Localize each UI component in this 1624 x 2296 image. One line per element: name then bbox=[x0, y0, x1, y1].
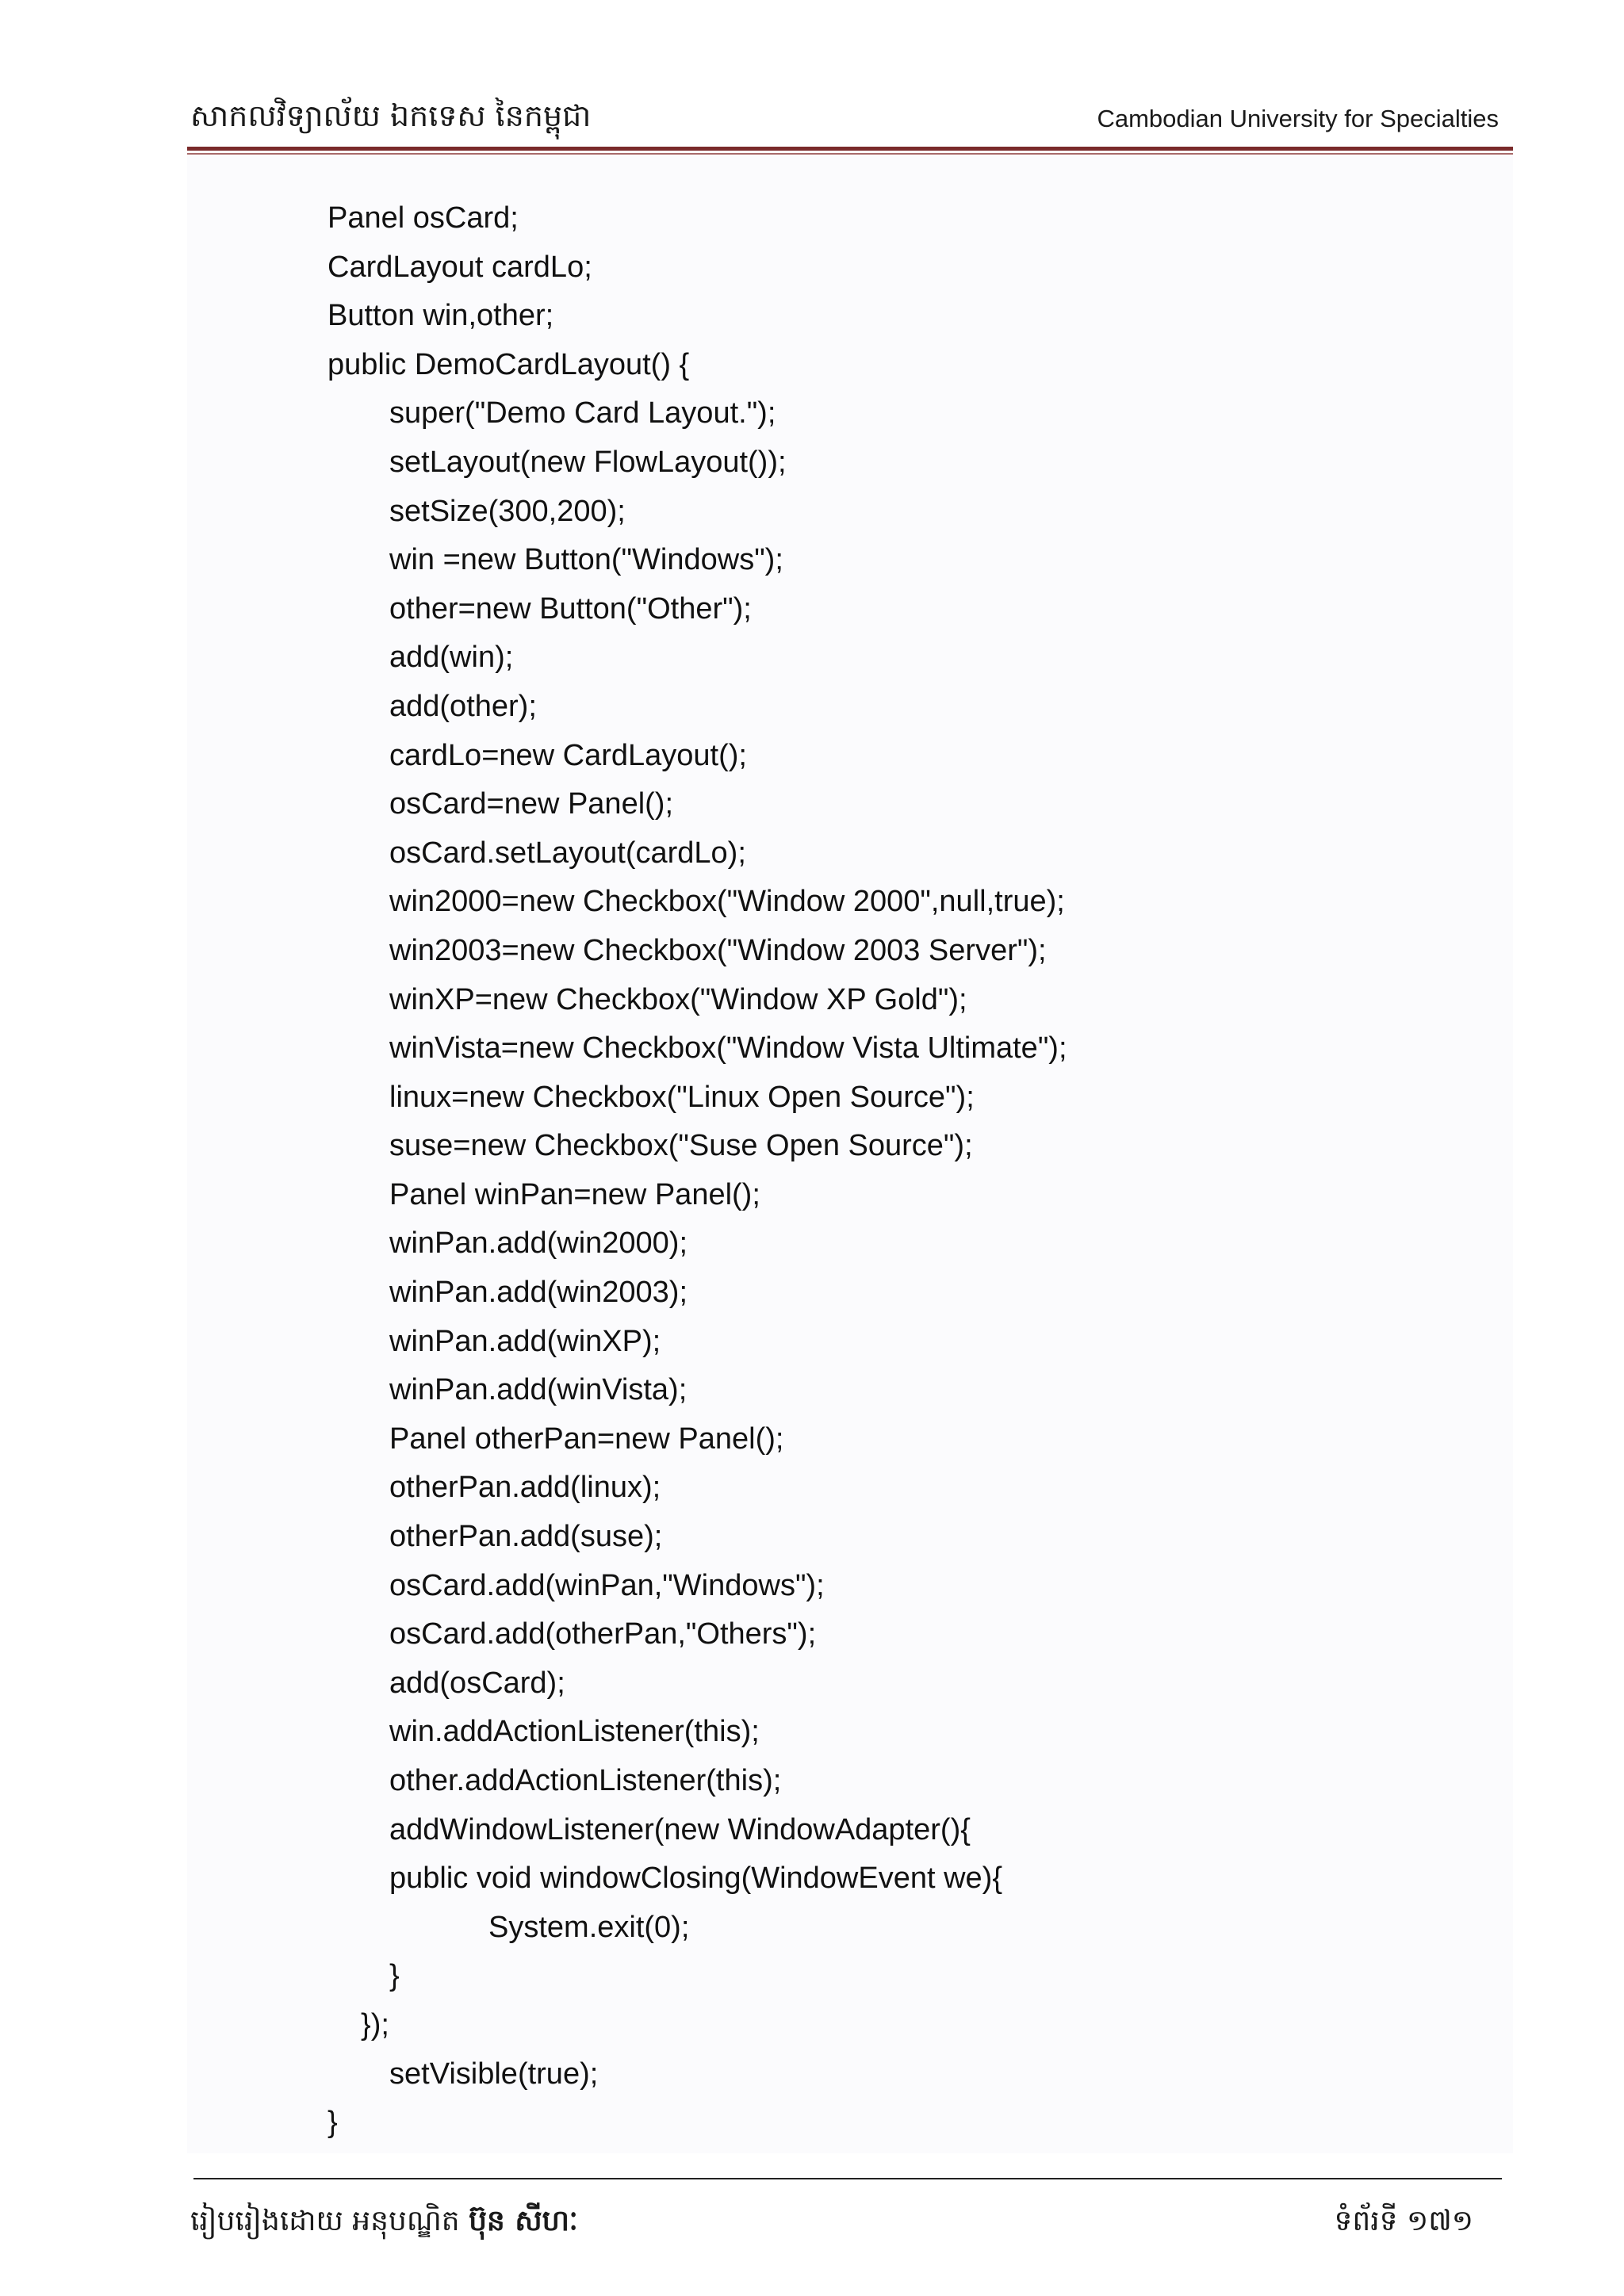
page-number: ទំព័រទី ១៧១ bbox=[1334, 2205, 1473, 2237]
code-line: win2003=new Checkbox("Window 2003 Server"); bbox=[389, 933, 1047, 967]
header-divider-thin bbox=[187, 153, 1513, 155]
code-line: osCard.add(otherPan,"Others"); bbox=[389, 1617, 817, 1651]
code-line: addWindowListener(new WindowAdapter(){ bbox=[389, 1812, 971, 1846]
code-line: other=new Button("Other"); bbox=[389, 591, 752, 626]
code-line: Panel osCard; bbox=[327, 201, 519, 235]
code-line: winVista=new Checkbox("Window Vista Ultimate"); bbox=[389, 1031, 1067, 1066]
footer-author-line bbox=[190, 2202, 578, 2244]
code-line: suse=new Checkbox("Suse Open Source"); bbox=[389, 1129, 973, 1163]
page-header bbox=[190, 94, 1499, 141]
code-line: } bbox=[327, 2106, 338, 2140]
university-name-english: Cambodian University for Specialties bbox=[1097, 105, 1499, 132]
code-line: otherPan.add(linux); bbox=[389, 1471, 661, 1505]
code-line: osCard.add(winPan,"Windows"); bbox=[389, 1568, 825, 1602]
code-line: add(osCard); bbox=[389, 1666, 565, 1700]
code-line: osCard.setLayout(cardLo); bbox=[389, 836, 746, 870]
code-line: super("Demo Card Layout."); bbox=[389, 396, 776, 430]
code-listing bbox=[327, 194, 1067, 2148]
code-line: osCard=new Panel(); bbox=[389, 787, 674, 821]
code-line: public DemoCardLayout() { bbox=[327, 347, 690, 381]
code-line: add(other); bbox=[389, 689, 537, 723]
code-line: Button win,other; bbox=[327, 299, 554, 333]
code-line: winPan.add(winVista); bbox=[389, 1373, 688, 1407]
code-line: CardLayout cardLo; bbox=[327, 250, 592, 284]
code-line: add(win); bbox=[389, 641, 514, 675]
code-line: win.addActionListener(this); bbox=[389, 1715, 760, 1749]
code-line: cardLo=new CardLayout(); bbox=[389, 738, 747, 772]
footer-author: ប៊ុន សីហៈ bbox=[469, 2205, 578, 2237]
code-line: winPan.add(win2000); bbox=[389, 1226, 688, 1261]
code-line: public void windowClosing(WindowEvent we){ bbox=[389, 1862, 1003, 1896]
code-line: linux=new Checkbox("Linux Open Source"); bbox=[389, 1080, 975, 1114]
footer-prefix: រៀបរៀងដោយ អនុបណ្ឌិត bbox=[190, 2205, 469, 2237]
code-line: } bbox=[389, 1959, 400, 1993]
header-divider bbox=[187, 147, 1513, 151]
code-line: winPan.add(win2003); bbox=[389, 1276, 688, 1310]
code-line: other.addActionListener(this); bbox=[389, 1764, 782, 1797]
code-line: setVisible(true); bbox=[389, 2057, 599, 2091]
code-line: Panel otherPan=new Panel(); bbox=[389, 1422, 784, 1456]
university-name-khmer: សាកលវិទ្យាល័យ ឯកទេស នៃកម្ពុជា bbox=[190, 98, 592, 133]
code-line: otherPan.add(suse); bbox=[389, 1520, 663, 1554]
code-line: }); bbox=[361, 2007, 389, 2042]
code-line: setSize(300,200); bbox=[389, 494, 626, 528]
code-line: winPan.add(winXP); bbox=[389, 1324, 661, 1358]
code-line: Panel winPan=new Panel(); bbox=[389, 1177, 760, 1211]
footer-divider bbox=[193, 2178, 1502, 2179]
code-line: winXP=new Checkbox("Window XP Gold"); bbox=[389, 982, 967, 1016]
code-line: win =new Button("Windows"); bbox=[389, 543, 783, 577]
code-line: System.exit(0); bbox=[488, 1910, 690, 1944]
code-line: win2000=new Checkbox("Window 2000",null,true); bbox=[389, 885, 1065, 919]
code-line: setLayout(new FlowLayout()); bbox=[389, 445, 787, 479]
